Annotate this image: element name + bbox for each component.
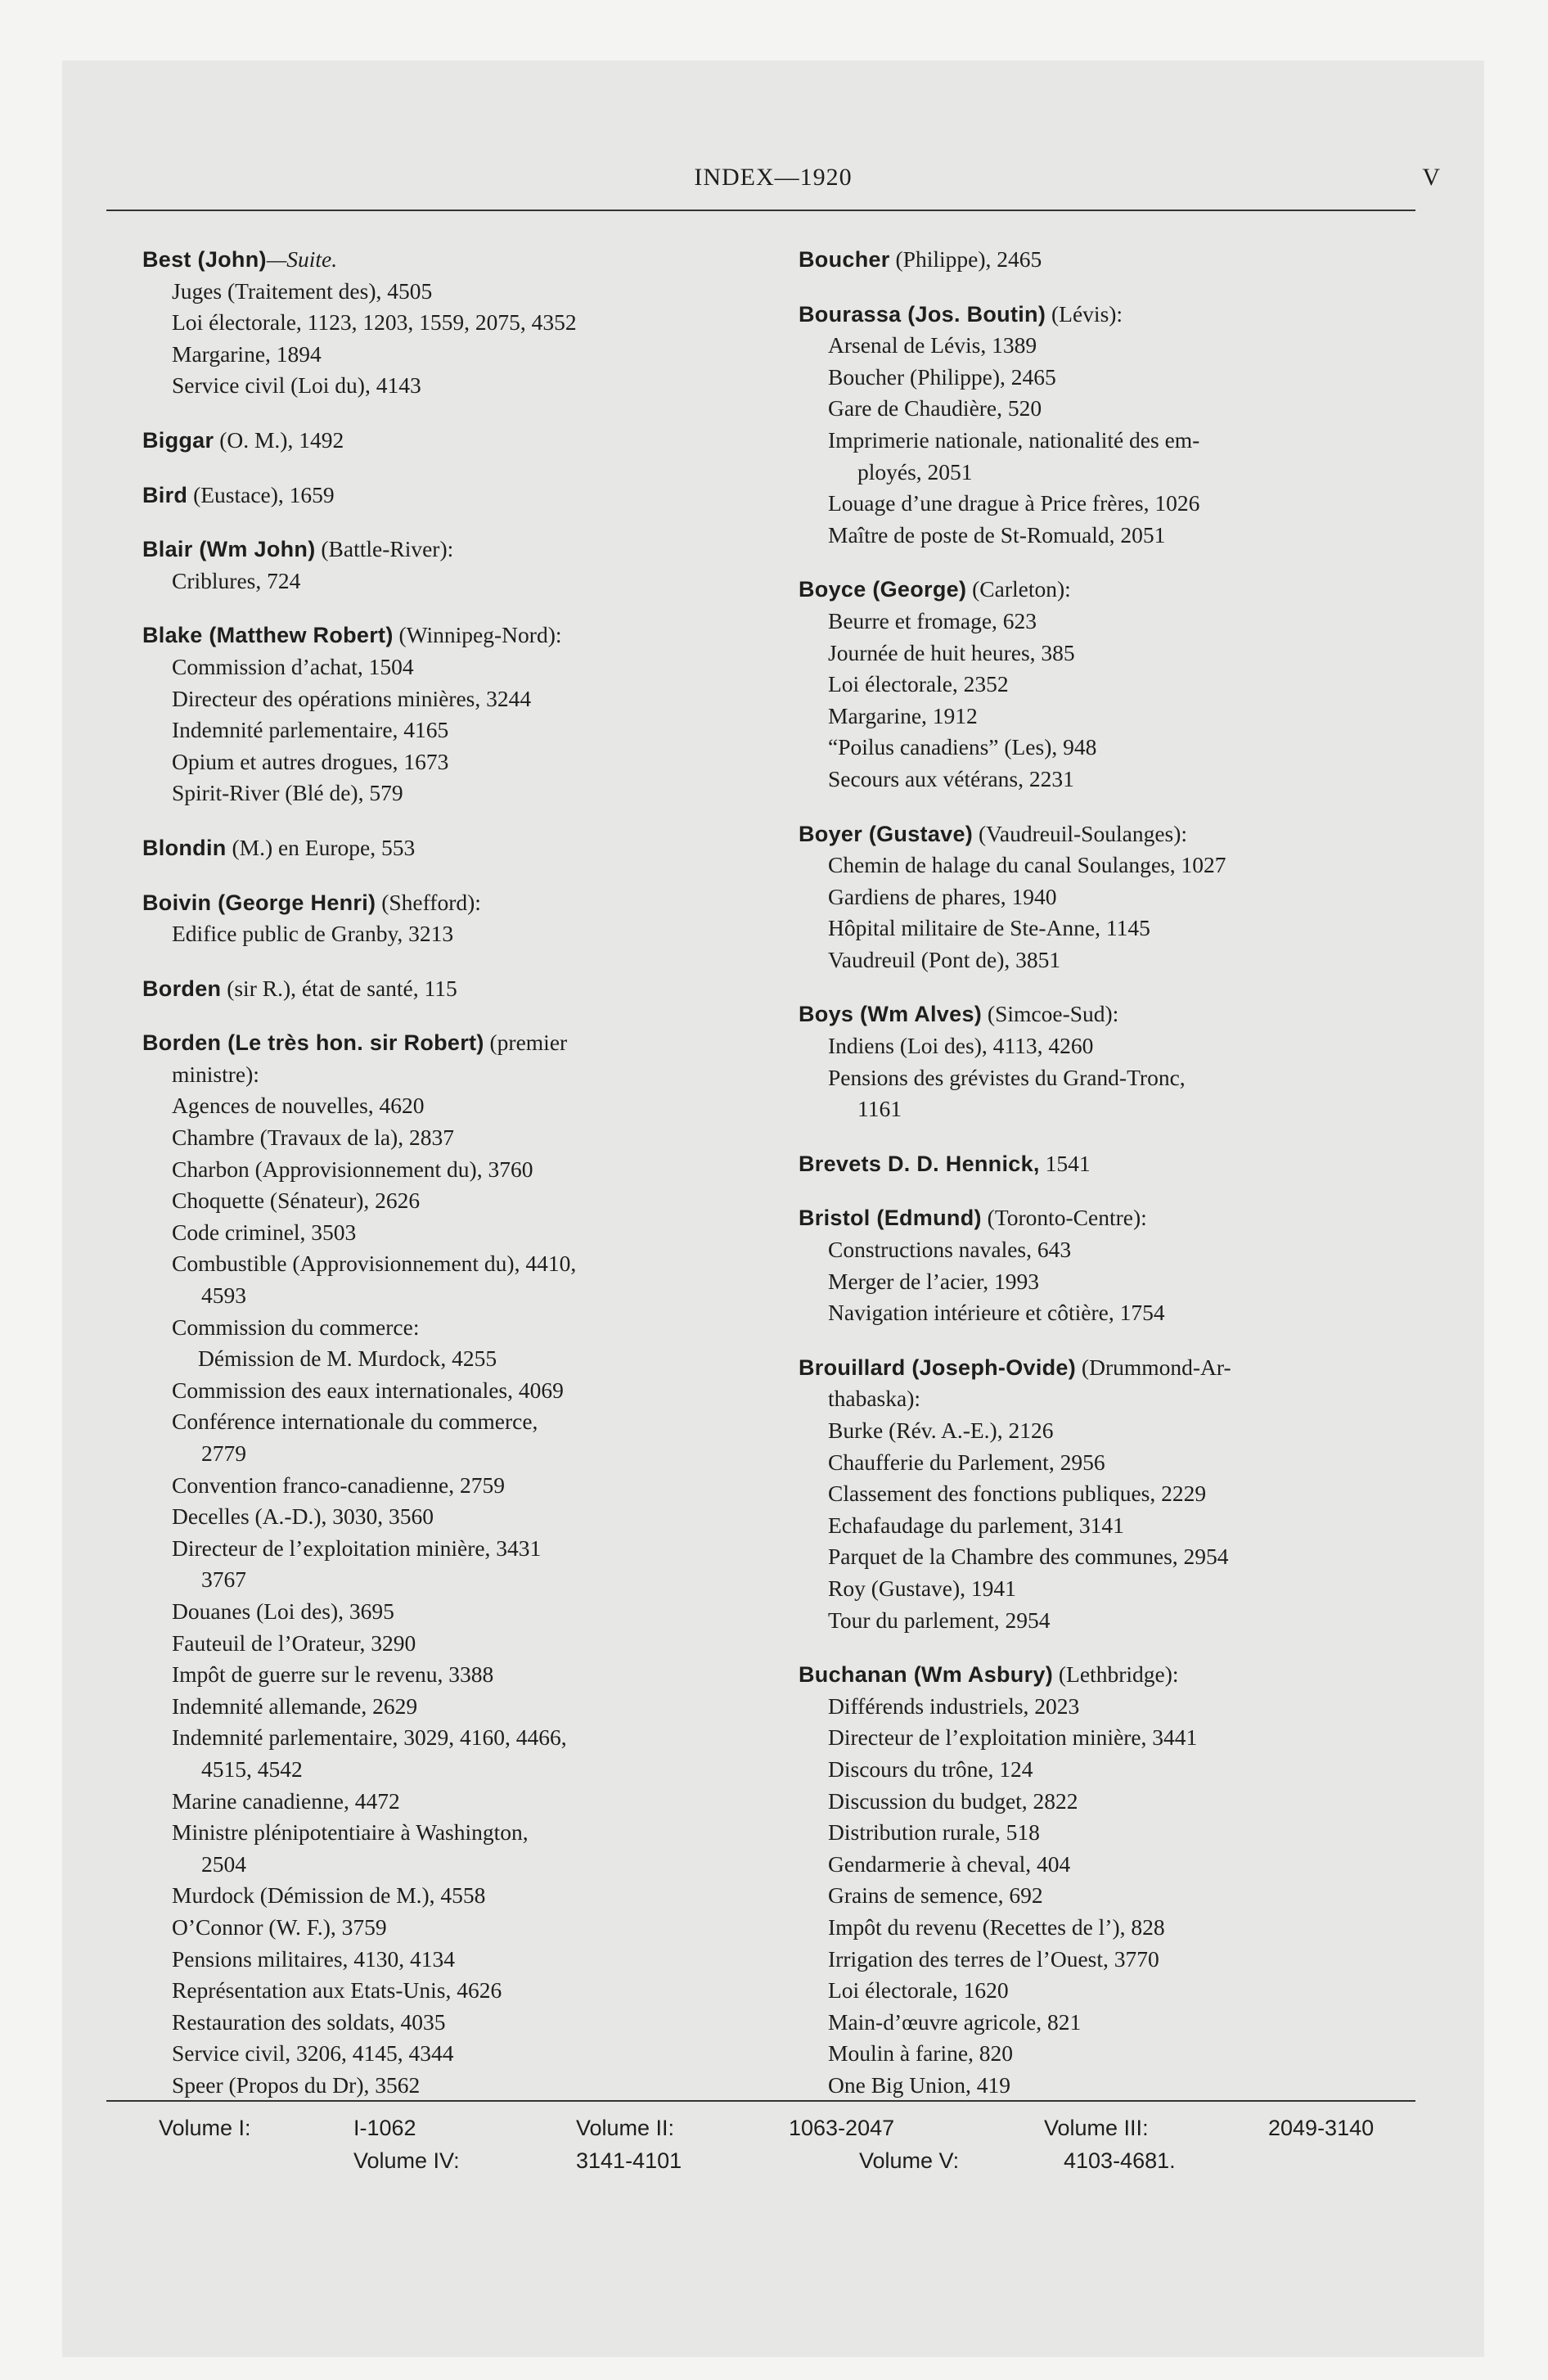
- sub-entry-text: Parquet de la Chambre des communes, 2954: [828, 1544, 1229, 1570]
- sub-entry-text: Beurre et fromage, 623: [828, 607, 1037, 633]
- volume-footer: [106, 2112, 1415, 2177]
- sub-entry-text: Ministre plénipotentiaire à Washington,: [172, 1819, 529, 1846]
- entry-detail: (Lévis):: [1051, 300, 1123, 327]
- sub-entry-text: Margarine, 1894: [172, 340, 322, 367]
- sub-entry-text: Convention franco-canadienne, 2759: [172, 1472, 506, 1498]
- sub-entry-text: Douanes (Loi des), 3695: [172, 1598, 394, 1624]
- sub-entry-text: Charbon (Approvisionnement du), 3760: [172, 1156, 533, 1182]
- sub-entry-continued: 3767: [201, 1566, 246, 1593]
- sub-entry-text: One Big Union, 419: [828, 2071, 1011, 2098]
- volume-3-label: Volume III:: [1044, 2116, 1149, 2140]
- sub-entry-text: Secours aux vétérans, 2231: [828, 765, 1074, 791]
- sub-entry-text: Commission des eaux internationales, 4069: [172, 1377, 564, 1403]
- page-header: [62, 157, 1484, 198]
- sub-entry-text: Maître de poste de St-Romuald, 2051: [828, 521, 1166, 548]
- sub-entry: [799, 1266, 1429, 1298]
- sub-entry-text: Agences de nouvelles, 4620: [172, 1093, 425, 1119]
- sub-entry-text: Impôt du revenu (Recettes de l’), 828: [828, 1913, 1165, 1940]
- sub-entry-text: Pensions des grévistes du Grand-Tronc,: [828, 1064, 1186, 1090]
- sub-entry: [142, 714, 772, 746]
- sub-entry-text: Hôpital militaire de Ste-Anne, 1145: [828, 915, 1150, 941]
- index-entry: [799, 299, 1429, 552]
- entry-heading: [799, 1148, 1429, 1180]
- sub-entry: [799, 1605, 1429, 1637]
- sub-entry-text: Indiens (Loi des), 4113, 4260: [828, 1033, 1094, 1059]
- sub-entry: [142, 2070, 772, 2102]
- sub-entry: [142, 1248, 772, 1311]
- entry-detail: (Simcoe-Sud):: [987, 1001, 1119, 1027]
- entry-detail: (Eustace), 1659: [193, 481, 335, 507]
- sub-entry-text: Edifice public de Granby, 3213: [172, 921, 454, 947]
- entry-heading: [142, 534, 772, 566]
- sub-entry: [799, 520, 1429, 552]
- sub-entry: [142, 1501, 772, 1533]
- sub-entry-text: Classement des fonctions publiques, 2229: [828, 1481, 1207, 1507]
- sub-entry-text: Echafaudage du parlement, 3141: [828, 1512, 1124, 1538]
- sub-entry-text: Vaudreuil (Pont de), 3851: [828, 946, 1061, 972]
- entry-detail: (Drummond-Ar-: [1081, 1354, 1231, 1380]
- sub-entry-text: Restauration des soldats, 4035: [172, 2008, 446, 2035]
- index-entry: [799, 818, 1429, 976]
- sub-entry-text: Gendarmerie à cheval, 404: [828, 1850, 1071, 1877]
- sub-entry-text: Conférence internationale du commerce,: [172, 1409, 538, 1435]
- entry-detail: (Toronto-Centre):: [987, 1205, 1147, 1231]
- entry-detail: (Shefford):: [381, 889, 481, 915]
- sub-entry: [799, 1573, 1429, 1605]
- sub-entry-text: Pensions militaires, 4130, 4134: [172, 1945, 456, 1972]
- entry-detail: (Philippe), 2465: [895, 246, 1042, 272]
- sub-entry: [799, 881, 1429, 913]
- sub-entry: [142, 651, 772, 683]
- index-entry: [799, 1659, 1429, 2101]
- sub-entry-text: Grains de semence, 692: [828, 1882, 1043, 1909]
- sub-entry: [799, 2038, 1429, 2070]
- sub-entry: [799, 1415, 1429, 1447]
- sub-entry-continued: 2779: [201, 1440, 246, 1466]
- entry-heading: [142, 480, 772, 512]
- sub-entry-text: Combustible (Approvisionnement du), 4410,: [172, 1251, 577, 1277]
- entry-heading: [799, 299, 1429, 331]
- sub-entry-text: Burke (Rév. A.-E.), 2126: [828, 1418, 1054, 1443]
- sub-entry: [142, 2038, 772, 2070]
- entry-heading: [799, 1659, 1429, 1691]
- sub-entry: [142, 746, 772, 778]
- sub-entry: [142, 1722, 772, 1785]
- index-entry: [142, 480, 772, 512]
- sub-entry: [799, 1447, 1429, 1479]
- sub-entry-text: Code criminel, 3503: [172, 1219, 357, 1245]
- sub-entry: [799, 944, 1429, 976]
- page-title: INDEX—1920: [694, 164, 853, 191]
- sub-entry: [142, 1628, 772, 1660]
- entry-heading: [142, 620, 772, 651]
- sub-entry: [799, 1754, 1429, 1786]
- sub-entry: [799, 1912, 1429, 1944]
- sub-entry: [142, 1912, 772, 1944]
- entry-detail: (Battle-River):: [321, 536, 454, 562]
- index-entry: [142, 832, 772, 864]
- volume-3-range: 2049-3140: [1268, 2116, 1375, 2140]
- sub-entry: [142, 1343, 772, 1375]
- entry-detail: (Winnipeg-Nord):: [398, 622, 562, 648]
- sub-entry: [142, 1596, 772, 1628]
- volume-2-range: 1063-2047: [789, 2116, 895, 2140]
- sub-entry-text: Roy (Gustave), 1941: [828, 1575, 1016, 1601]
- entry-heading: [142, 832, 772, 864]
- sub-entry: [142, 1691, 772, 1723]
- sub-entry: [799, 2007, 1429, 2039]
- sub-entry: [799, 732, 1429, 764]
- sub-entry-text: Différends industriels, 2023: [828, 1693, 1080, 1719]
- entry-heading: [799, 1352, 1429, 1415]
- entry-heading: [799, 818, 1429, 850]
- header-rule: [106, 210, 1415, 211]
- entry-name: Blondin: [142, 835, 227, 860]
- sub-entry-text: “Poilus canadiens” (Les), 948: [828, 734, 1097, 760]
- sub-entry-text: Loi électorale, 2352: [828, 671, 1009, 697]
- sub-entry: [142, 1786, 772, 1818]
- sub-entry: [142, 1659, 772, 1691]
- sub-entry: [799, 1849, 1429, 1881]
- sub-entry-text: Journée de huit heures, 385: [828, 639, 1075, 665]
- sub-entry: [799, 638, 1429, 669]
- sub-entry-text: Decelles (A.-D.), 3030, 3560: [172, 1503, 434, 1530]
- sub-entry: [142, 1312, 772, 1344]
- sub-entry: [799, 1691, 1429, 1723]
- sub-entry-text: Marine canadienne, 4472: [172, 1787, 400, 1814]
- entry-name: Bristol (Edmund): [799, 1206, 982, 1231]
- sub-entry-text: Gare de Chaudière, 520: [828, 395, 1042, 421]
- entry-detail: (M.) en Europe, 553: [232, 834, 416, 860]
- sub-entry-text: Directeur des opérations minières, 3244: [172, 685, 532, 711]
- sub-entry-text: Démission de M. Murdock, 4255: [198, 1346, 497, 1372]
- sub-entry: [799, 701, 1429, 732]
- sub-entry-text: Merger de l’acier, 1993: [828, 1268, 1040, 1294]
- sub-entry: [799, 1817, 1429, 1849]
- sub-entry-text: Irrigation des terres de l’Ouest, 3770: [828, 1945, 1159, 1972]
- sub-entry-continued: ployés, 2051: [857, 458, 973, 485]
- sub-entry: [142, 1406, 772, 1469]
- entry-heading: [799, 244, 1429, 276]
- sub-entry-text: Murdock (Démission de M.), 4558: [172, 1882, 486, 1909]
- sub-entry: [799, 1541, 1429, 1573]
- volume-5-label: Volume V:: [859, 2148, 960, 2173]
- sub-entry-text: Main-d’œuvre agricole, 821: [828, 2008, 1082, 2035]
- sub-entry: [142, 1122, 772, 1154]
- entry-heading: [142, 973, 772, 1005]
- sub-entry-text: Discussion du budget, 2822: [828, 1787, 1078, 1814]
- volume-4-range: 3141-4101: [576, 2148, 682, 2173]
- sub-entry: [799, 330, 1429, 362]
- sub-entry-text: Indemnité parlementaire, 3029, 4160, 4466,: [172, 1724, 567, 1751]
- sub-entry: [799, 1722, 1429, 1754]
- sub-entry: [142, 1185, 772, 1217]
- sub-entry-text: Louage d’une drague à Price frères, 1026: [828, 490, 1200, 516]
- entry-suffix: —Suite.: [266, 246, 338, 272]
- sub-entry-text: Distribution rurale, 518: [828, 1819, 1040, 1846]
- index-entry: [142, 1027, 772, 2101]
- index-entry: [799, 1148, 1429, 1180]
- sub-entry: [142, 2007, 772, 2039]
- index-entry: [799, 1352, 1429, 1636]
- index-entry: [142, 244, 772, 402]
- sub-entry: [799, 1234, 1429, 1266]
- entry-name: Boucher: [799, 247, 890, 272]
- entry-detail: (premier: [489, 1030, 568, 1056]
- entry-detail: 1541: [1045, 1150, 1091, 1176]
- volume-2-label: Volume II:: [576, 2116, 675, 2140]
- index-entry: [799, 244, 1429, 276]
- sub-entry-text: Arsenal de Lévis, 1389: [828, 332, 1037, 358]
- sub-entry-text: Juges (Traitement des), 4505: [172, 277, 433, 304]
- sub-entry: [142, 683, 772, 715]
- index-entry: [142, 534, 772, 597]
- sub-entry: [142, 339, 772, 371]
- entry-name: Biggar: [142, 427, 214, 453]
- sub-entry-text: Navigation intérieure et côtière, 1754: [828, 1300, 1165, 1326]
- sub-entry-text: Choquette (Sénateur), 2626: [172, 1188, 421, 1214]
- sub-entry: [142, 778, 772, 809]
- sub-entry: [799, 850, 1429, 881]
- sub-entry-text: Impôt de guerre sur le revenu, 3388: [172, 1661, 494, 1688]
- sub-entry: [142, 1975, 772, 2007]
- sub-entry: [799, 1297, 1429, 1329]
- sub-entry: [142, 276, 772, 308]
- sub-entry-text: Tour du parlement, 2954: [828, 1607, 1051, 1633]
- sub-entry: [142, 1533, 772, 1596]
- sub-entry: [799, 488, 1429, 520]
- entry-detail-continued: ministre):: [172, 1061, 259, 1087]
- entry-detail: (Lethbridge):: [1058, 1661, 1179, 1688]
- sub-entry-text: Chaufferie du Parlement, 2956: [828, 1449, 1105, 1475]
- volume-4-label: Volume IV:: [353, 2148, 460, 2173]
- sub-entry: [799, 913, 1429, 944]
- sub-entry-text: O’Connor (W. F.), 3759: [172, 1913, 387, 1940]
- entry-name: Brouillard (Joseph-Ovide): [799, 1355, 1077, 1380]
- sub-entry-text: Chemin de halage du canal Soulanges, 1027: [828, 852, 1226, 878]
- entry-name: Bird: [142, 482, 188, 507]
- sub-entry-text: Commission d’achat, 1504: [172, 653, 414, 679]
- entry-name: Bourassa (Jos. Boutin): [799, 301, 1046, 327]
- entry-detail: (Carleton):: [972, 576, 1071, 602]
- sub-entry: [142, 566, 772, 597]
- entry-name: Blair (Wm John): [142, 537, 316, 562]
- footer-rule: [106, 2100, 1415, 2102]
- sub-entry: [799, 1062, 1429, 1125]
- page-number: V: [1422, 164, 1440, 191]
- sub-entry-text: Criblures, 724: [172, 567, 301, 593]
- sub-entry-text: Directeur de l’exploitation minière, 3431: [172, 1535, 542, 1561]
- entry-heading: [799, 1202, 1429, 1234]
- sub-entry: [142, 1375, 772, 1407]
- entry-name: Borden (Le très hon. sir Robert): [142, 1030, 484, 1056]
- entry-name: Blake (Matthew Robert): [142, 623, 394, 648]
- sub-entry: [142, 1090, 772, 1122]
- index-entry: [799, 574, 1429, 795]
- sub-entry-text: Service civil (Loi du), 4143: [172, 372, 421, 399]
- entry-heading: [142, 425, 772, 457]
- sub-entry-continued: 1161: [857, 1096, 902, 1122]
- index-entry: [142, 425, 772, 457]
- sub-entry: [142, 918, 772, 950]
- entry-detail: (Vaudreuil-Soulanges):: [978, 820, 1188, 846]
- sub-entry-text: Constructions navales, 643: [828, 1237, 1072, 1263]
- sub-entry-text: Margarine, 1912: [828, 702, 978, 728]
- index-entry: [142, 620, 772, 809]
- sub-entry-text: Spirit-River (Blé de), 579: [172, 780, 403, 806]
- entry-name: Borden: [142, 976, 222, 1001]
- sub-entry: [799, 393, 1429, 425]
- sub-entry: [799, 606, 1429, 638]
- sub-entry: [799, 1786, 1429, 1818]
- sub-entry: [799, 1975, 1429, 2007]
- entry-name: Boivin (George Henri): [142, 890, 376, 915]
- entry-name: Boyer (Gustave): [799, 821, 974, 846]
- sub-entry-continued: 4593: [201, 1282, 246, 1309]
- entry-detail-continued: thabaska):: [828, 1386, 921, 1412]
- sub-entry: [142, 1817, 772, 1880]
- sub-entry-text: Speer (Propos du Dr), 3562: [172, 2071, 421, 2098]
- entry-name: Boyce (George): [799, 577, 967, 602]
- sub-entry-text: Directeur de l’exploitation minière, 3441: [828, 1724, 1198, 1751]
- entry-heading: [799, 574, 1429, 606]
- volume-1-label: Volume I:: [159, 2116, 251, 2140]
- sub-entry: [799, 1944, 1429, 1976]
- sub-entry-text: Indemnité parlementaire, 4165: [172, 717, 449, 743]
- sub-entry: [799, 2070, 1429, 2102]
- volume-1-range: I-1062: [353, 2116, 416, 2140]
- entry-name: Brevets D. D. Hennick,: [799, 1151, 1040, 1176]
- sub-entry-text: Opium et autres drogues, 1673: [172, 748, 449, 774]
- sub-entry-text: Chambre (Travaux de la), 2837: [172, 1125, 454, 1151]
- sub-entry: [799, 669, 1429, 701]
- sub-entry-text: Gardiens de phares, 1940: [828, 883, 1057, 909]
- sub-entry-text: Commission du commerce:: [172, 1314, 420, 1340]
- index-entry: [799, 998, 1429, 1125]
- sub-entry: [799, 764, 1429, 796]
- entry-heading: [799, 998, 1429, 1030]
- entry-detail: (sir R.), état de santé, 115: [227, 975, 457, 1001]
- entry-name: Buchanan (Wm Asbury): [799, 1662, 1054, 1688]
- sub-entry: [799, 1030, 1429, 1062]
- right-column: [799, 244, 1429, 2101]
- sub-entry: [799, 362, 1429, 394]
- sub-entry: [142, 1217, 772, 1249]
- left-column: [142, 244, 772, 2101]
- sub-entry-text: Boucher (Philippe), 2465: [828, 363, 1056, 390]
- entry-name: Best (John): [142, 247, 267, 272]
- sub-entry-text: Loi électorale, 1123, 1203, 1559, 2075, 4352: [172, 309, 577, 336]
- entry-detail: (O. M.), 1492: [219, 426, 344, 453]
- sub-entry-text: Représentation aux Etats-Unis, 4626: [172, 1977, 502, 2004]
- entry-heading: [142, 244, 772, 276]
- sub-entry: [142, 370, 772, 402]
- sub-entry: [799, 1880, 1429, 1912]
- sub-entry-continued: 2504: [201, 1850, 246, 1877]
- sub-entry-text: Service civil, 3206, 4145, 4344: [172, 2040, 454, 2067]
- index-entry: [142, 973, 772, 1005]
- entry-heading: [142, 1027, 772, 1090]
- index-entry: [142, 887, 772, 950]
- index-entry: [799, 1202, 1429, 1328]
- sub-entry-text: Loi électorale, 1620: [828, 1977, 1009, 2004]
- sub-entry: [142, 1880, 772, 1912]
- sub-entry: [142, 1470, 772, 1502]
- sub-entry: [799, 425, 1429, 488]
- sub-entry-text: Fauteuil de l’Orateur, 3290: [172, 1629, 416, 1656]
- sub-entry: [799, 1478, 1429, 1510]
- sub-entry-text: Indemnité allemande, 2629: [172, 1693, 418, 1719]
- sub-entry: [142, 1154, 772, 1186]
- volume-5-range: 4103-4681.: [1064, 2148, 1176, 2173]
- entry-name: Boys (Wm Alves): [799, 1002, 983, 1027]
- sub-entry-text: Moulin à farine, 820: [828, 2040, 1014, 2067]
- sub-entry: [799, 1510, 1429, 1542]
- sub-entry: [142, 307, 772, 339]
- sub-entry-text: Discours du trône, 124: [828, 1756, 1033, 1782]
- sub-entry: [142, 1944, 772, 1976]
- sub-entry-continued: 4515, 4542: [201, 1756, 303, 1782]
- sub-entry-text: Imprimerie nationale, nationalité des em-: [828, 426, 1200, 453]
- entry-heading: [142, 887, 772, 919]
